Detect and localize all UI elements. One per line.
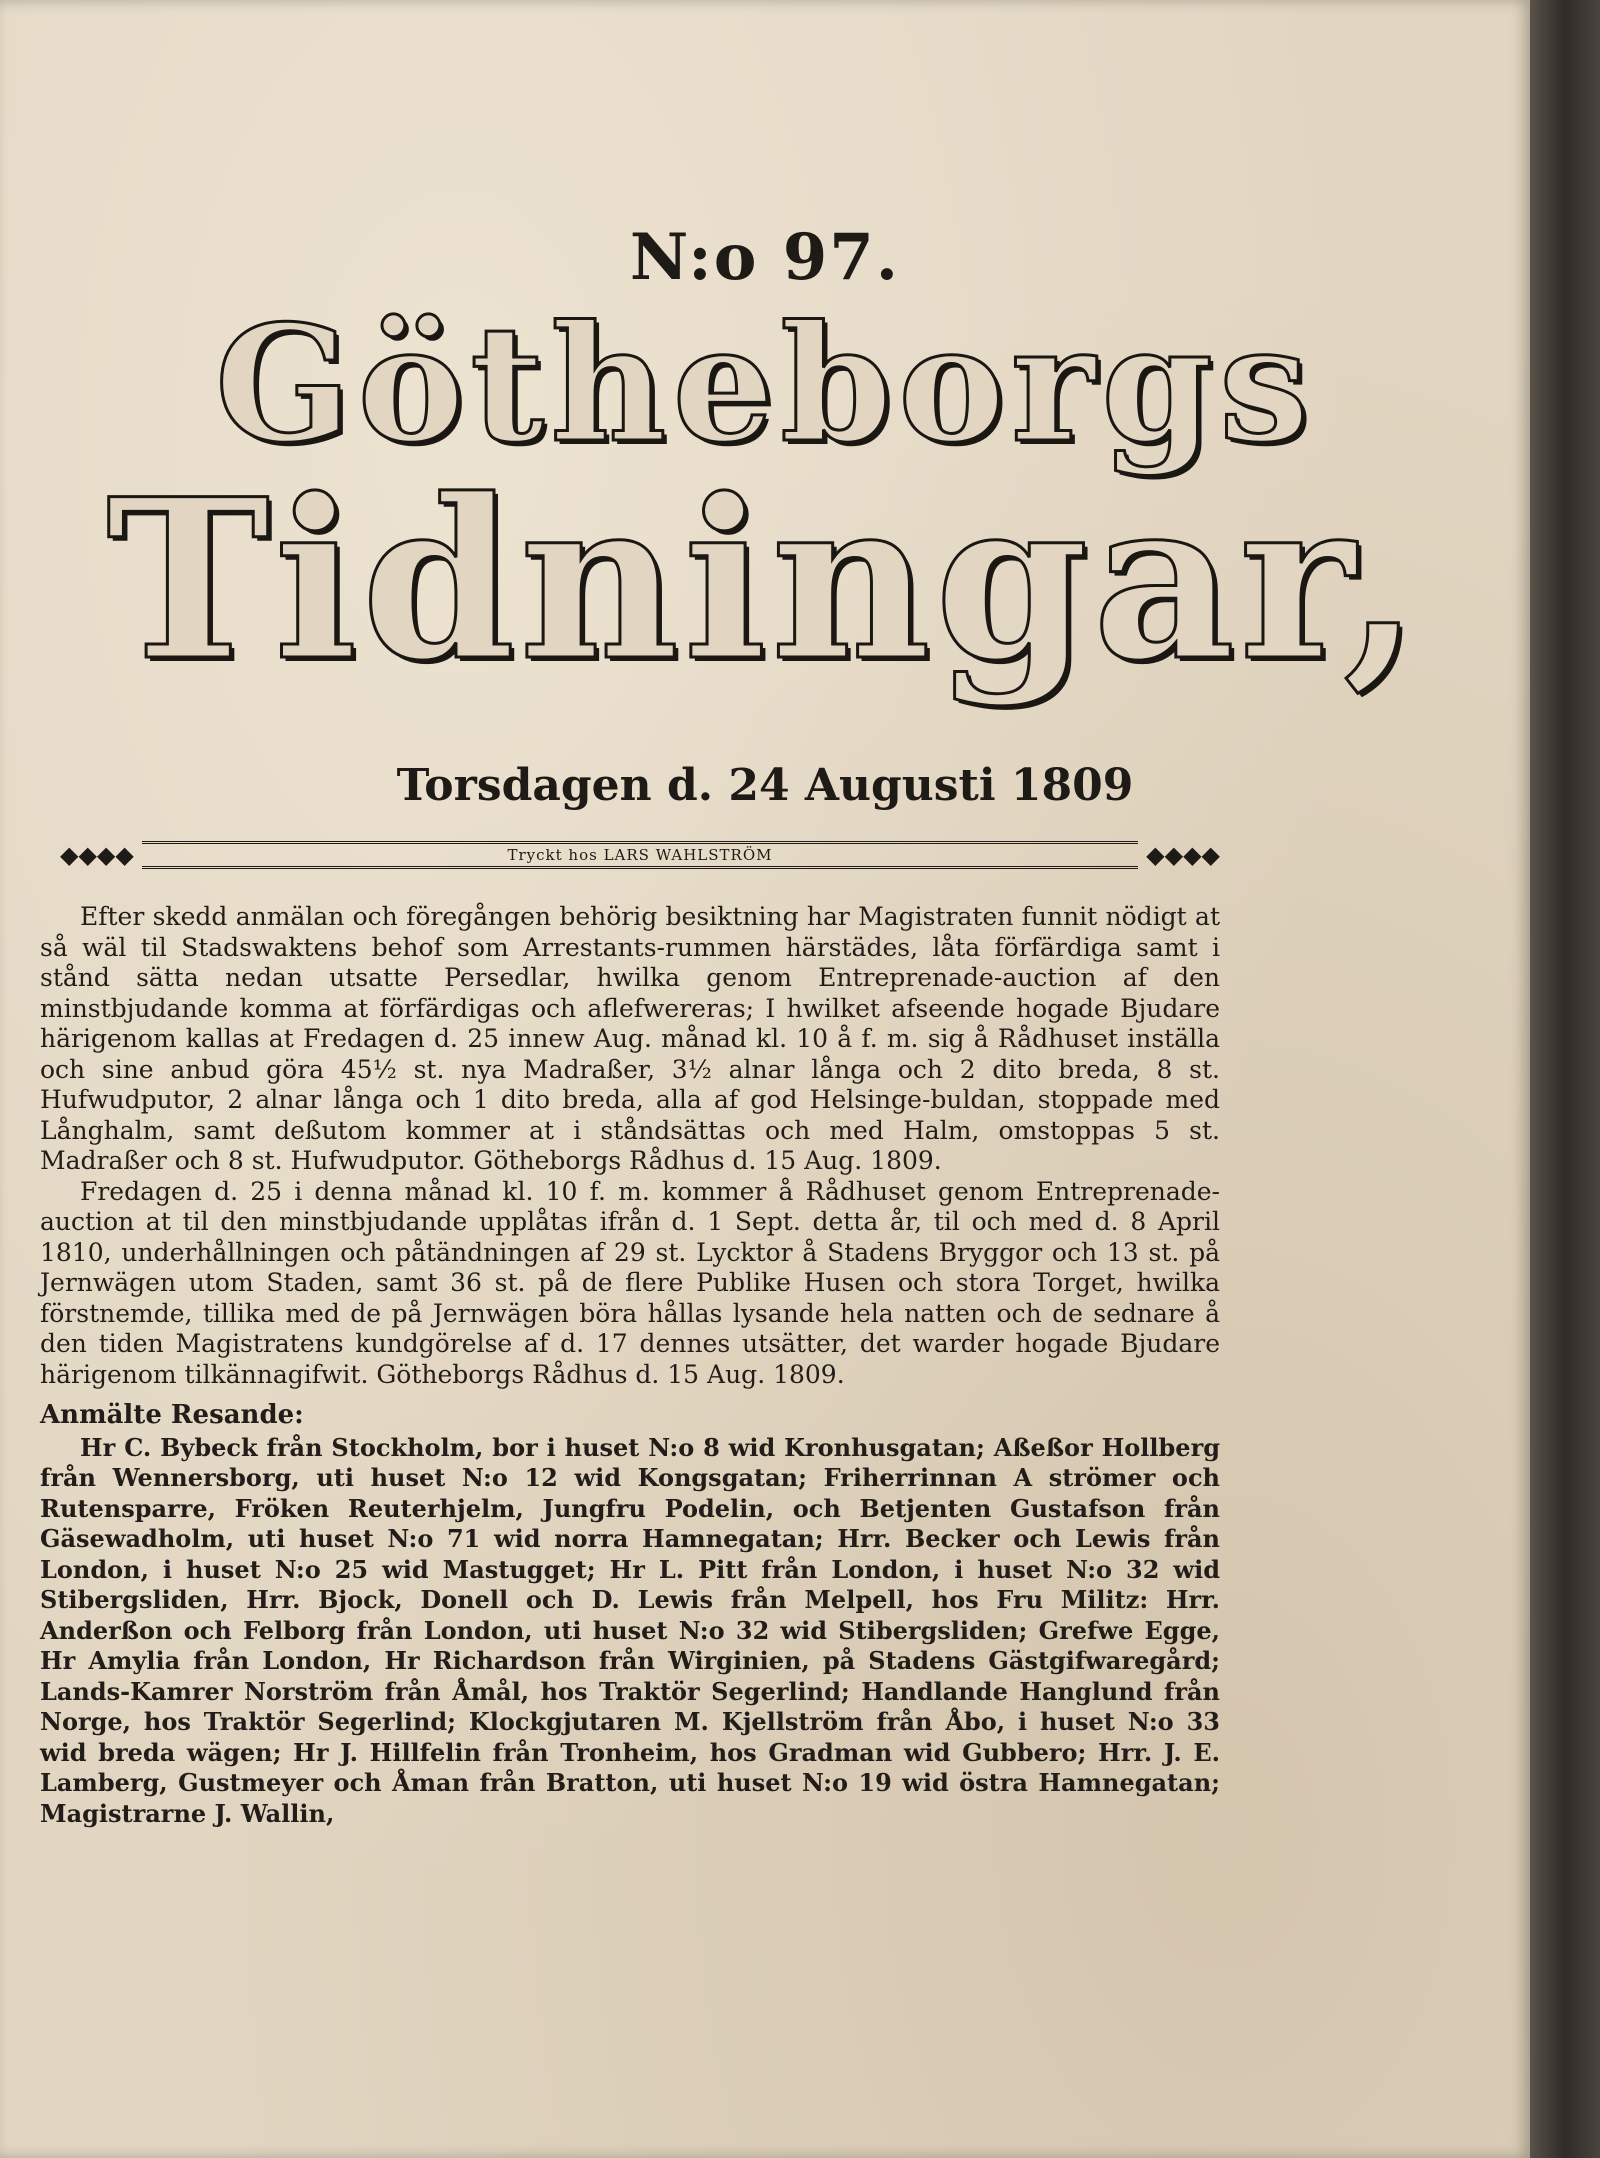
printer-band xyxy=(142,841,1138,869)
issue-number: N:o 97. xyxy=(629,220,901,295)
ornament-right-icon: ◆◆◆◆ xyxy=(1146,841,1220,869)
scanner-edge xyxy=(1530,0,1600,2158)
article-paragraph: Fredagen d. 25 i denna månad kl. 10 f. m. kommer å Rådhuset genom Entreprenade-auction at til den minstbjudande upplåtas ifrån d. 1 Sept. detta år, til och med d. 8 April 1810, underhållningen och påtändningen af 29 st. Lycktor å Stadens Bryggor och 13 st. på Jernwägen utom Staden, samt 36 st. på de flere Publike Husen och stora Torget, hwilka förstnemde, tillika med de på Jernwägen böra hållas lysande hela natten och de sednare å den tiden Magistratens kundgörelse af d. 17 dennes utsätter, det warder hogade Bjudare härigenom tilkännagifwit. Götheborgs Rådhus d. 15 Aug. 1809. xyxy=(40,1176,1220,1389)
dateline: Torsdagen d. 24 Augusti 1809 xyxy=(396,760,1134,811)
masthead-line-1: Götheborgs xyxy=(214,290,1316,478)
article-paragraph: Efter skedd anmälan och föregången behörig besiktning har Magistraten funnit nödigt at så wäl til Stadswaktens behof som Arrestants-rummen härstädes, låta förfärdiga samt i stånd sätta nedan utsatte Persedlar, hwilka genom Entreprenade-auction af den minstbjudande komma at förfärdigas och aflefwereras; I hwilket afseende hogade Bjudare härigenom kallas at Fredagen d. 25 innew Aug. månad kl. 10 å f. m. sig å Rådhuset inställa och sine anbud göra 45½ st. nya Madraßer, 3½ alnar långa och 2 dito breda, 8 st. Hufwudputor, 2 alnar långa och 1 dito breda, alla af god Helsinge-buldan, stoppade med Långhalm, samt deßutom kommer at i ståndsättas och med Halm, omstoppas 5 st. Madraßer och 8 st. Hufwudputor. Götheborgs Rådhus d. 15 Aug. 1809. xyxy=(40,902,1220,1175)
arrivals-list: Hr C. Bybeck från Stockholm, bor i huset N:o 8 wid Kronhusgatan; Aßeßor Hollberg från Wennersborg, uti huset N:o 12 wid Kongsgatan; Friherrinnan A strömer och Rutensparre, Fröken Reuterhjelm, Jungfru Podelin, och Betjenten Gustafson från Gäsewadholm, uti huset N:o 71 wid norra Hamnegatan; Hrr. Becker och Lewis från London, i huset N:o 25 wid Mastugget; Hr L. Pitt från London, i huset N:o 32 wid Stibergsliden, Hrr. Bjock, Donell och D. Lewis från Melpell, hos Fru Militz: Hrr. Anderßon och Felborg från London, uti huset N:o 32 wid Stibergsliden; Grefwe Egge, Hr Amylia från London, Hr Richardson från Wirginien, på Stadens Gästgifwaregård; Lands-Kamrer Norström från Åmål, hos Traktör Segerlind; Handlande Hanglund från Norge, hos Traktör Segerlind; Klockgjutaren M. Kjellström från Åbo, i huset N:o 33 wid breda wägen; Hr J. Hillfelin från Tronheim, hos Gradman wid Gubbero; Hrr. J. E. Lamberg, Gustmeyer och Åman från Bratton, uti huset N:o 19 wid östra Hamnegatan; Magistrarne J. Wallin, xyxy=(40,1432,1220,1828)
ornament-left-icon: ◆◆◆◆ xyxy=(60,841,134,869)
masthead-line-2: Tidningar, xyxy=(106,450,1424,709)
printer-line: Tryckt hos LARS WAHLSTRÖM xyxy=(507,846,773,864)
article-body xyxy=(40,902,1220,1829)
arrivals-heading: Anmälte Resande: xyxy=(40,1400,304,1430)
ornamental-rule xyxy=(60,836,1220,874)
